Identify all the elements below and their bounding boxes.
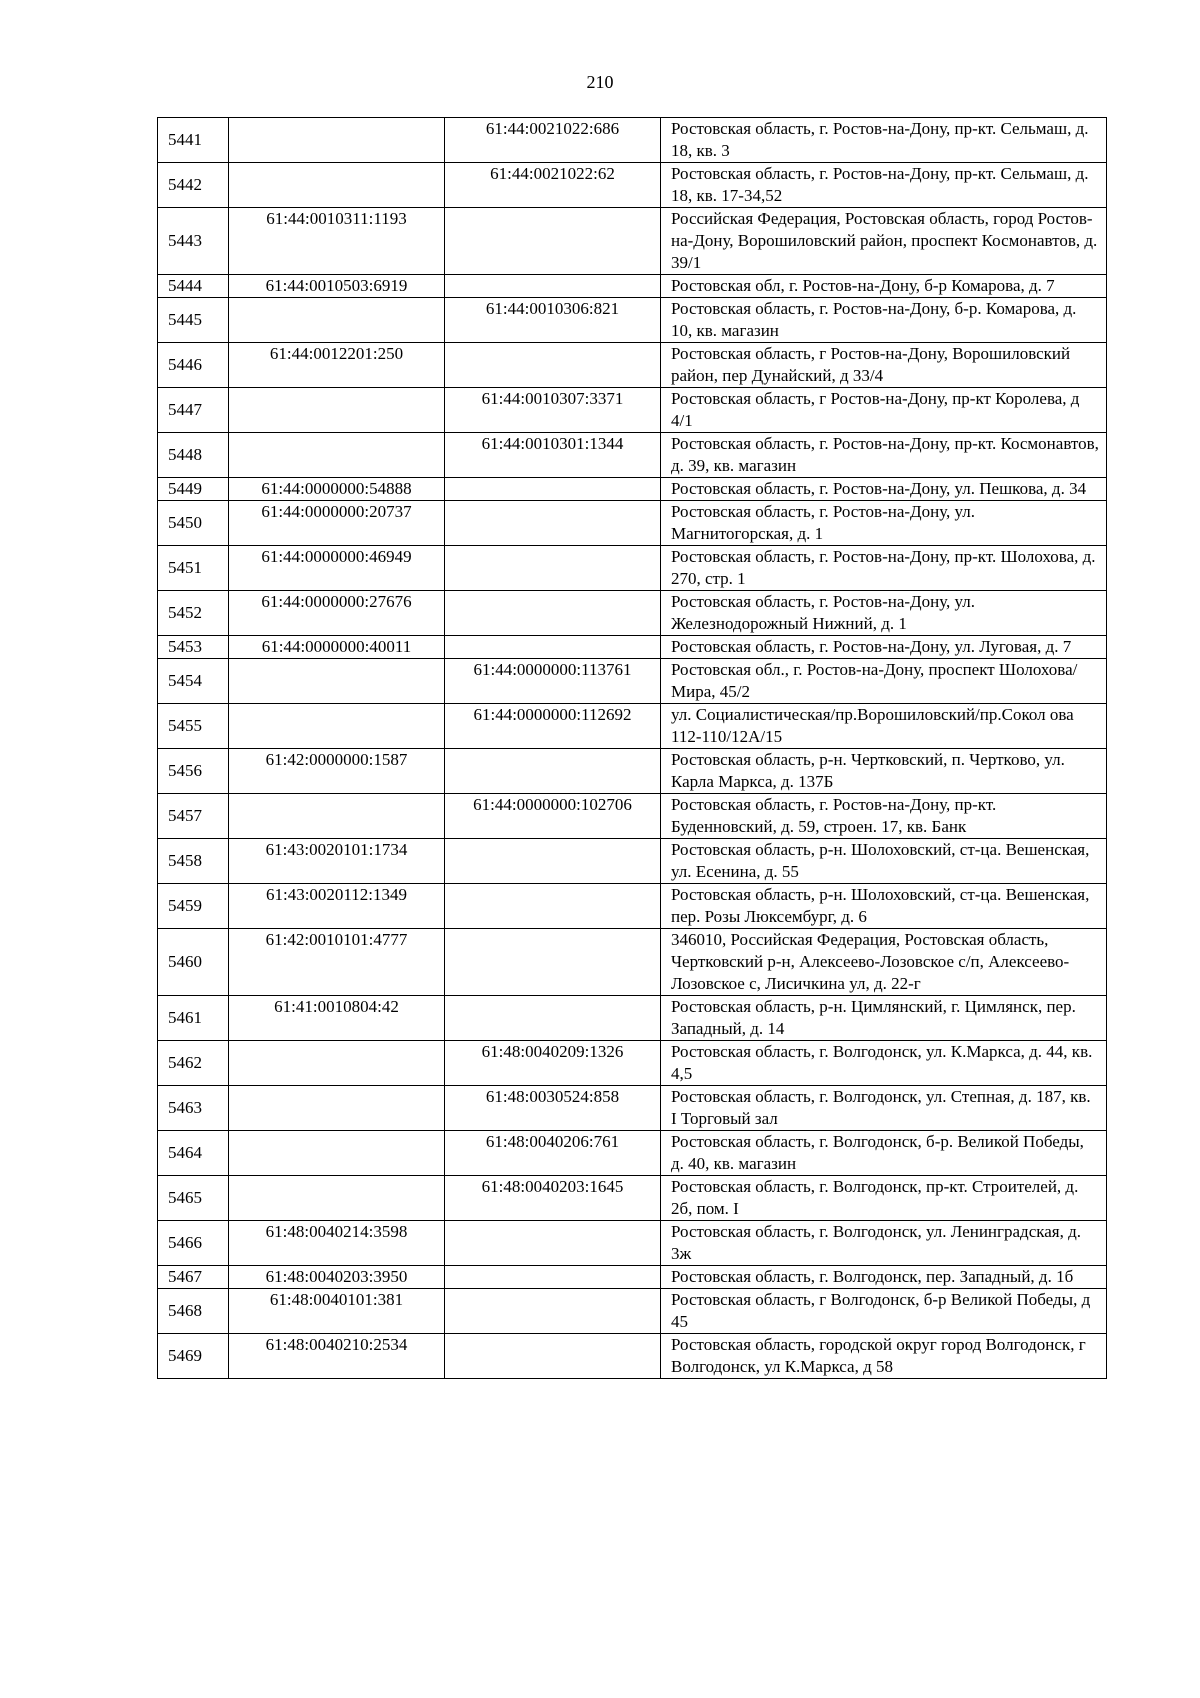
land-cadastral-number-cell — [229, 794, 445, 839]
land-cadastral-number-cell: 61:44:0012201:250 — [229, 343, 445, 388]
object-cadastral-number-cell: 61:44:0000000:102706 — [445, 794, 661, 839]
table-row — [158, 1131, 1107, 1176]
table-row — [158, 1266, 1107, 1289]
object-cadastral-number-cell — [445, 1221, 661, 1266]
row-number-cell: 5465 — [158, 1176, 229, 1221]
object-cadastral-number-cell: 61:48:0040206:761 — [445, 1131, 661, 1176]
object-cadastral-number-cell — [445, 749, 661, 794]
row-number-cell: 5461 — [158, 996, 229, 1041]
table-row — [158, 884, 1107, 929]
page-number: 210 — [586, 72, 614, 92]
row-number-cell: 5451 — [158, 546, 229, 591]
object-cadastral-number-cell: 61:48:0040203:1645 — [445, 1176, 661, 1221]
object-cadastral-number-cell — [445, 996, 661, 1041]
address-cell: Ростовская область, г. Волгодонск, б-р. Великой Победы, д. 40, кв. магазин — [661, 1131, 1107, 1176]
address-cell: Ростовская область, г Ростов-на-Дону, пр-кт Королева, д 4/1 — [661, 388, 1107, 433]
address-cell: Российская Федерация, Ростовская область, город Ростов-на-Дону, Ворошиловский район, проспект Космонавтов, д. 39/1 — [661, 208, 1107, 275]
row-number-cell: 5464 — [158, 1131, 229, 1176]
table-row — [158, 433, 1107, 478]
table-row — [158, 118, 1107, 163]
object-cadastral-number-cell — [445, 275, 661, 298]
row-number-cell: 5469 — [158, 1334, 229, 1379]
object-cadastral-number-cell — [445, 591, 661, 636]
land-cadastral-number-cell: 61:42:0000000:1587 — [229, 749, 445, 794]
address-cell: Ростовская область, г. Волгодонск, ул. Степная, д. 187, кв. I Торговый зал — [661, 1086, 1107, 1131]
land-cadastral-number-cell: 61:44:0010311:1193 — [229, 208, 445, 275]
address-cell: Ростовская область, г. Ростов-на-Дону, пр-кт. Шолохова, д. 270, стр. 1 — [661, 546, 1107, 591]
land-cadastral-number-cell: 61:43:0020101:1734 — [229, 839, 445, 884]
row-number-cell: 5463 — [158, 1086, 229, 1131]
table-row — [158, 794, 1107, 839]
address-cell: Ростовская область, г Волгодонск, б-р Великой Победы, д 45 — [661, 1289, 1107, 1334]
land-cadastral-number-cell: 61:44:0000000:27676 — [229, 591, 445, 636]
address-cell: Ростовская область, р-н. Шолоховский, ст-ца. Вешенская, ул. Есенина, д. 55 — [661, 839, 1107, 884]
address-cell: Ростовская область, р-н. Шолоховский, ст-ца. Вешенская, пер. Розы Люксембург, д. 6 — [661, 884, 1107, 929]
land-cadastral-number-cell: 61:48:0040101:381 — [229, 1289, 445, 1334]
address-cell: Ростовская обл, г. Ростов-на-Дону, б-р Комарова, д. 7 — [661, 275, 1107, 298]
address-cell: Ростовская область, г. Ростов-на-Дону, б-р. Комарова, д. 10, кв. магазин — [661, 298, 1107, 343]
table-row — [158, 478, 1107, 501]
land-cadastral-number-cell: 61:44:0000000:40011 — [229, 636, 445, 659]
row-number-cell: 5453 — [158, 636, 229, 659]
table-row — [158, 298, 1107, 343]
row-number-cell: 5467 — [158, 1266, 229, 1289]
row-number-cell: 5456 — [158, 749, 229, 794]
row-number-cell: 5468 — [158, 1289, 229, 1334]
address-cell: Ростовская область, р-н. Чертковский, п. Чертково, ул. Карла Маркса, д. 137Б — [661, 749, 1107, 794]
land-cadastral-number-cell — [229, 1131, 445, 1176]
land-cadastral-number-cell: 61:44:0000000:20737 — [229, 501, 445, 546]
address-cell: Ростовская область, г. Ростов-на-Дону, ул. Пешкова, д. 34 — [661, 478, 1107, 501]
object-cadastral-number-cell: 61:44:0021022:62 — [445, 163, 661, 208]
row-number-cell: 5445 — [158, 298, 229, 343]
address-cell: Ростовская обл., г. Ростов-на-Дону, проспект Шолохова/Мира, 45/2 — [661, 659, 1107, 704]
land-cadastral-number-cell — [229, 388, 445, 433]
object-cadastral-number-cell — [445, 546, 661, 591]
table-row — [158, 1289, 1107, 1334]
address-cell: Ростовская область, г. Ростов-на-Дону, ул. Железнодорожный Нижний, д. 1 — [661, 591, 1107, 636]
object-cadastral-number-cell — [445, 501, 661, 546]
row-number-cell: 5441 — [158, 118, 229, 163]
land-cadastral-number-cell: 61:48:0040214:3598 — [229, 1221, 445, 1266]
table-row — [158, 1041, 1107, 1086]
row-number-cell: 5442 — [158, 163, 229, 208]
address-cell: Ростовская область, г. Ростов-на-Дону, пр-кт. Сельмаш, д. 18, кв. 3 — [661, 118, 1107, 163]
land-cadastral-number-cell — [229, 704, 445, 749]
address-cell: Ростовская область, г. Волгодонск, пер. Западный, д. 1б — [661, 1266, 1107, 1289]
land-cadastral-number-cell — [229, 298, 445, 343]
table-row — [158, 996, 1107, 1041]
table-row — [158, 749, 1107, 794]
address-cell: Ростовская область, г. Волгодонск, ул. К.Маркса, д. 44, кв. 4,5 — [661, 1041, 1107, 1086]
table-row — [158, 704, 1107, 749]
row-number-cell: 5462 — [158, 1041, 229, 1086]
row-number-cell: 5449 — [158, 478, 229, 501]
row-number-cell: 5448 — [158, 433, 229, 478]
row-number-cell: 5454 — [158, 659, 229, 704]
object-cadastral-number-cell: 61:48:0030524:858 — [445, 1086, 661, 1131]
table-row — [158, 208, 1107, 275]
address-cell: Ростовская область, г. Ростов-на-Дону, ул. Луговая, д. 7 — [661, 636, 1107, 659]
land-cadastral-number-cell — [229, 118, 445, 163]
table-row — [158, 546, 1107, 591]
table-row — [158, 636, 1107, 659]
object-cadastral-number-cell — [445, 478, 661, 501]
row-number-cell: 5446 — [158, 343, 229, 388]
row-number-cell: 5447 — [158, 388, 229, 433]
table-row — [158, 839, 1107, 884]
object-cadastral-number-cell — [445, 208, 661, 275]
address-cell: 346010, Российская Федерация, Ростовская область, Чертковский р-н, Алексеево-Лозовское с/п, Алексеево-Лозовское с, Лисичкина ул, д. 22-г — [661, 929, 1107, 996]
table-row — [158, 929, 1107, 996]
row-number-cell: 5452 — [158, 591, 229, 636]
table-row — [158, 1334, 1107, 1379]
object-cadastral-number-cell: 61:48:0040209:1326 — [445, 1041, 661, 1086]
address-cell: Ростовская область, г. Волгодонск, пр-кт. Строителей, д. 2б, пом. I — [661, 1176, 1107, 1221]
registry-table-body — [158, 118, 1107, 1379]
object-cadastral-number-cell — [445, 343, 661, 388]
object-cadastral-number-cell: 61:44:0000000:113761 — [445, 659, 661, 704]
row-number-cell: 5457 — [158, 794, 229, 839]
address-cell: Ростовская область, г. Ростов-на-Дону, ул. Магнитогорская, д. 1 — [661, 501, 1107, 546]
address-cell: Ростовская область, городской округ город Волгодонск, г Волгодонск, ул К.Маркса, д 58 — [661, 1334, 1107, 1379]
table-row — [158, 275, 1107, 298]
row-number-cell: 5466 — [158, 1221, 229, 1266]
table-row — [158, 388, 1107, 433]
land-cadastral-number-cell: 61:43:0020112:1349 — [229, 884, 445, 929]
table-row — [158, 1176, 1107, 1221]
address-cell: Ростовская область, г Ростов-на-Дону, Ворошиловский район, пер Дунайский, д 33/4 — [661, 343, 1107, 388]
land-cadastral-number-cell: 61:44:0000000:54888 — [229, 478, 445, 501]
table-row — [158, 501, 1107, 546]
land-cadastral-number-cell: 61:41:0010804:42 — [229, 996, 445, 1041]
row-number-cell: 5458 — [158, 839, 229, 884]
table-row — [158, 343, 1107, 388]
land-cadastral-number-cell — [229, 659, 445, 704]
address-cell: Ростовская область, г. Волгодонск, ул. Ленинградская, д. 3ж — [661, 1221, 1107, 1266]
row-number-cell: 5455 — [158, 704, 229, 749]
table-row — [158, 1086, 1107, 1131]
land-cadastral-number-cell: 61:42:0010101:4777 — [229, 929, 445, 996]
land-cadastral-number-cell — [229, 1041, 445, 1086]
address-cell: Ростовская область, р-н. Цимлянский, г. Цимлянск, пер. Западный, д. 14 — [661, 996, 1107, 1041]
object-cadastral-number-cell: 61:44:0010307:3371 — [445, 388, 661, 433]
object-cadastral-number-cell: 61:44:0010301:1344 — [445, 433, 661, 478]
object-cadastral-number-cell — [445, 839, 661, 884]
object-cadastral-number-cell: 61:44:0000000:112692 — [445, 704, 661, 749]
object-cadastral-number-cell — [445, 1289, 661, 1334]
object-cadastral-number-cell: 61:44:0010306:821 — [445, 298, 661, 343]
land-cadastral-number-cell — [229, 433, 445, 478]
table-row — [158, 659, 1107, 704]
row-number-cell: 5459 — [158, 884, 229, 929]
object-cadastral-number-cell — [445, 1334, 661, 1379]
table-row — [158, 1221, 1107, 1266]
land-cadastral-number-cell: 61:48:0040210:2534 — [229, 1334, 445, 1379]
address-cell: Ростовская область, г. Ростов-на-Дону, пр-кт. Космонавтов, д. 39, кв. магазин — [661, 433, 1107, 478]
row-number-cell: 5460 — [158, 929, 229, 996]
object-cadastral-number-cell — [445, 929, 661, 996]
row-number-cell: 5450 — [158, 501, 229, 546]
table-row — [158, 163, 1107, 208]
row-number-cell: 5444 — [158, 275, 229, 298]
address-cell: Ростовская область, г. Ростов-на-Дону, пр-кт. Сельмаш, д. 18, кв. 17-34,52 — [661, 163, 1107, 208]
land-cadastral-number-cell — [229, 1086, 445, 1131]
object-cadastral-number-cell — [445, 884, 661, 929]
object-cadastral-number-cell — [445, 636, 661, 659]
address-cell: Ростовская область, г. Ростов-на-Дону, пр-кт. Буденновский, д. 59, строен. 17, кв. Банк — [661, 794, 1107, 839]
address-cell: ул. Социалистическая/пр.Ворошиловский/пр.Сокол ова 112-110/12А/15 — [661, 704, 1107, 749]
land-cadastral-number-cell: 61:44:0010503:6919 — [229, 275, 445, 298]
land-cadastral-number-cell — [229, 1176, 445, 1221]
row-number-cell: 5443 — [158, 208, 229, 275]
land-cadastral-number-cell — [229, 163, 445, 208]
registry-table — [157, 117, 1107, 1379]
object-cadastral-number-cell: 61:44:0021022:686 — [445, 118, 661, 163]
land-cadastral-number-cell: 61:48:0040203:3950 — [229, 1266, 445, 1289]
table-row — [158, 591, 1107, 636]
object-cadastral-number-cell — [445, 1266, 661, 1289]
land-cadastral-number-cell: 61:44:0000000:46949 — [229, 546, 445, 591]
